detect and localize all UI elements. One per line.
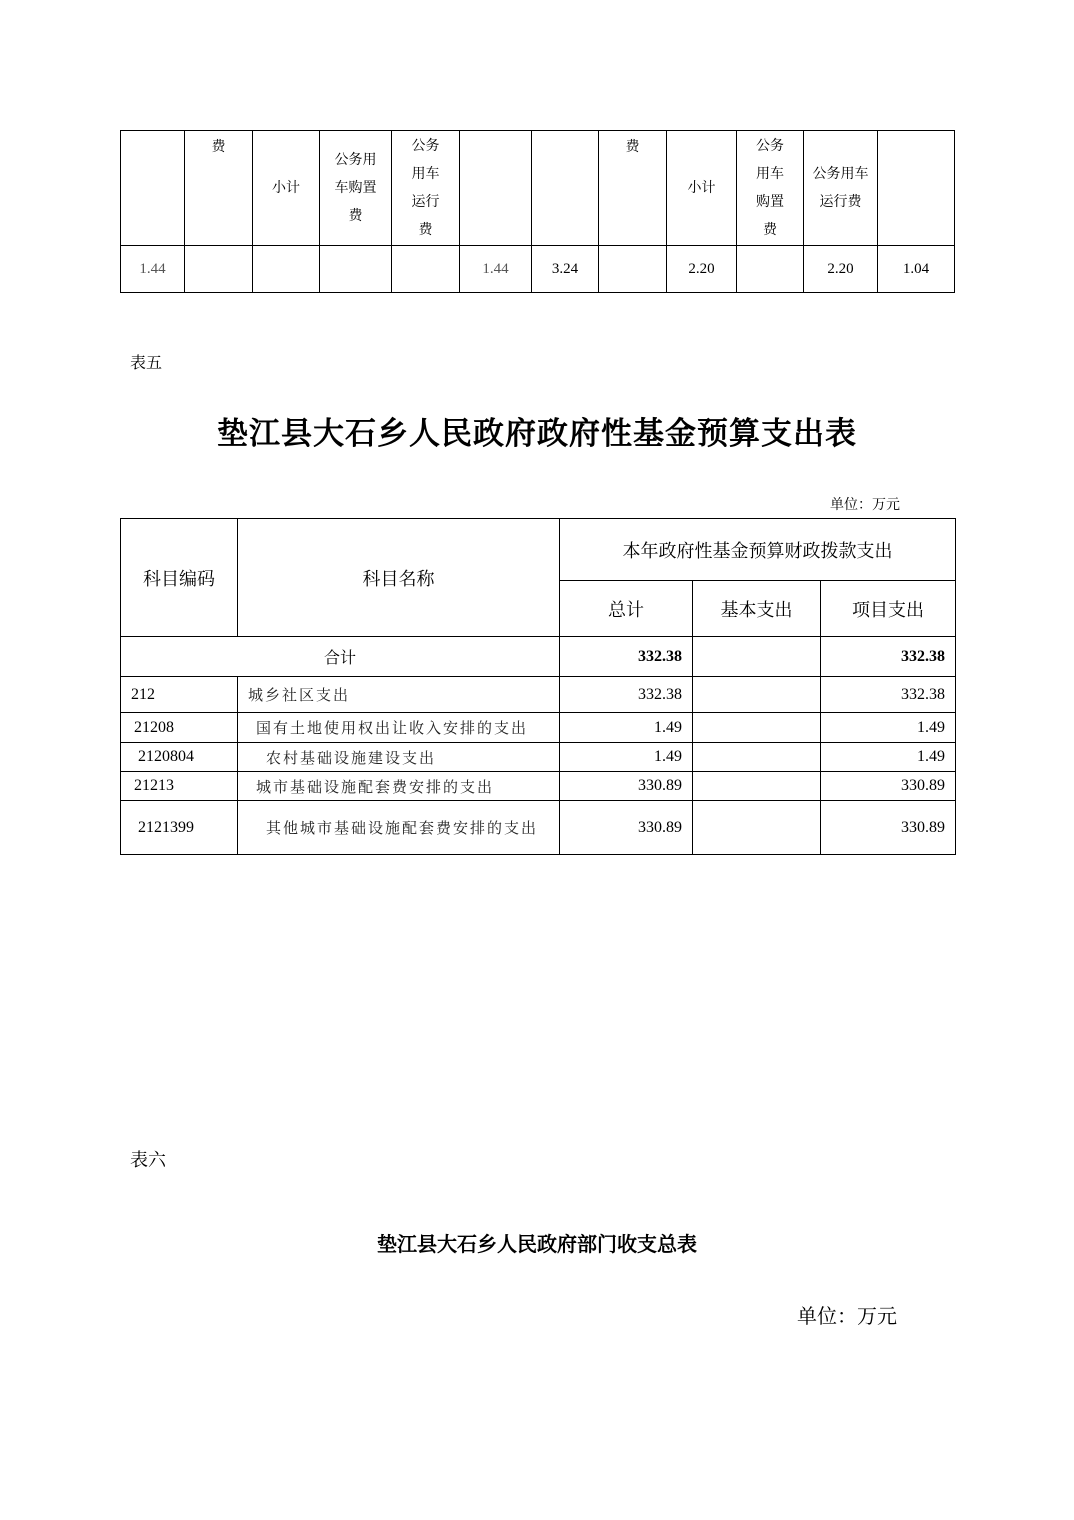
- row-project: 330.89: [821, 801, 956, 855]
- header-name: 科目名称: [238, 519, 560, 637]
- header-project: 项目支出: [821, 581, 956, 637]
- header-cell: 公务用车购置费: [737, 131, 804, 246]
- data-cell: [599, 246, 667, 293]
- header-basic: 基本支出: [693, 581, 821, 637]
- data-cell: 1.44: [121, 246, 185, 293]
- row-project: 1.49: [821, 743, 956, 772]
- data-cell: 2.20: [804, 246, 878, 293]
- data-cell: [185, 246, 253, 293]
- row-project: 1.49: [821, 713, 956, 743]
- header-total: 总计: [560, 581, 693, 637]
- row-project: 330.89: [821, 772, 956, 801]
- table4-data-row: [121, 246, 955, 293]
- table-row: [121, 772, 956, 801]
- row-code: 2120804: [121, 743, 238, 772]
- row-total: 1.49: [560, 713, 693, 743]
- row-basic: [693, 772, 821, 801]
- row-total: 1.49: [560, 743, 693, 772]
- row-code: 21213: [121, 772, 238, 801]
- row-total: 330.89: [560, 772, 693, 801]
- total-project: 332.38: [821, 637, 956, 677]
- header-cell: 费: [599, 131, 667, 246]
- data-cell: 1.44: [460, 246, 532, 293]
- table-row: [121, 677, 956, 713]
- row-basic: [693, 743, 821, 772]
- header-cell: 费: [185, 131, 253, 246]
- data-cell: [253, 246, 320, 293]
- row-total: 332.38: [560, 677, 693, 713]
- table5-total-row: [121, 637, 956, 677]
- total-label: 合计: [121, 637, 560, 677]
- header-cell: 公务用车购置费: [320, 131, 392, 246]
- row-code: 212: [121, 677, 238, 713]
- table6-title: 垫江县大石乡人民政府部门收支总表: [377, 1232, 697, 1256]
- table6-label: 表六: [130, 1150, 166, 1171]
- header-cell: 公务用车运行费: [392, 131, 460, 246]
- table5-unit: 单位：万元: [830, 498, 900, 513]
- table5-title: 垫江县大石乡人民政府政府性基金预算支出表: [217, 416, 857, 452]
- row-name: 其他城市基础设施配套费安排的支出: [238, 801, 560, 855]
- row-code: 21208: [121, 713, 238, 743]
- table5: [120, 518, 956, 855]
- table6-unit: 单位：万元: [797, 1306, 897, 1328]
- row-name: 国有土地使用权出让收入安排的支出: [238, 713, 560, 743]
- table4-continuation: [120, 130, 955, 293]
- row-total: 330.89: [560, 801, 693, 855]
- data-cell: 1.04: [878, 246, 955, 293]
- table-row: [121, 743, 956, 772]
- row-basic: [693, 677, 821, 713]
- row-name: 农村基础设施建设支出: [238, 743, 560, 772]
- data-cell: [392, 246, 460, 293]
- table5-label: 表五: [130, 353, 163, 372]
- table-row: [121, 713, 956, 743]
- header-cell: 小计: [667, 131, 737, 246]
- header-cell: 小计: [253, 131, 320, 246]
- header-cell: [532, 131, 599, 246]
- header-group: 本年政府性基金预算财政拨款支出: [560, 519, 956, 581]
- row-basic: [693, 713, 821, 743]
- total-total: 332.38: [560, 637, 693, 677]
- table4-header-row: [121, 131, 955, 246]
- total-basic: [693, 637, 821, 677]
- table-row: [121, 801, 956, 855]
- row-project: 332.38: [821, 677, 956, 713]
- row-name: 城乡社区支出: [238, 677, 560, 713]
- header-cell: [878, 131, 955, 246]
- header-cell: 公务用车运行费: [804, 131, 878, 246]
- row-code: 2121399: [121, 801, 238, 855]
- data-cell: 3.24: [532, 246, 599, 293]
- row-basic: [693, 801, 821, 855]
- data-cell: 2.20: [667, 246, 737, 293]
- header-code: 科目编码: [121, 519, 238, 637]
- header-cell: [121, 131, 185, 246]
- data-cell: [737, 246, 804, 293]
- header-cell: [460, 131, 532, 246]
- data-cell: [320, 246, 392, 293]
- row-name: 城市基础设施配套费安排的支出: [238, 772, 560, 801]
- table5-header-row: [121, 519, 956, 581]
